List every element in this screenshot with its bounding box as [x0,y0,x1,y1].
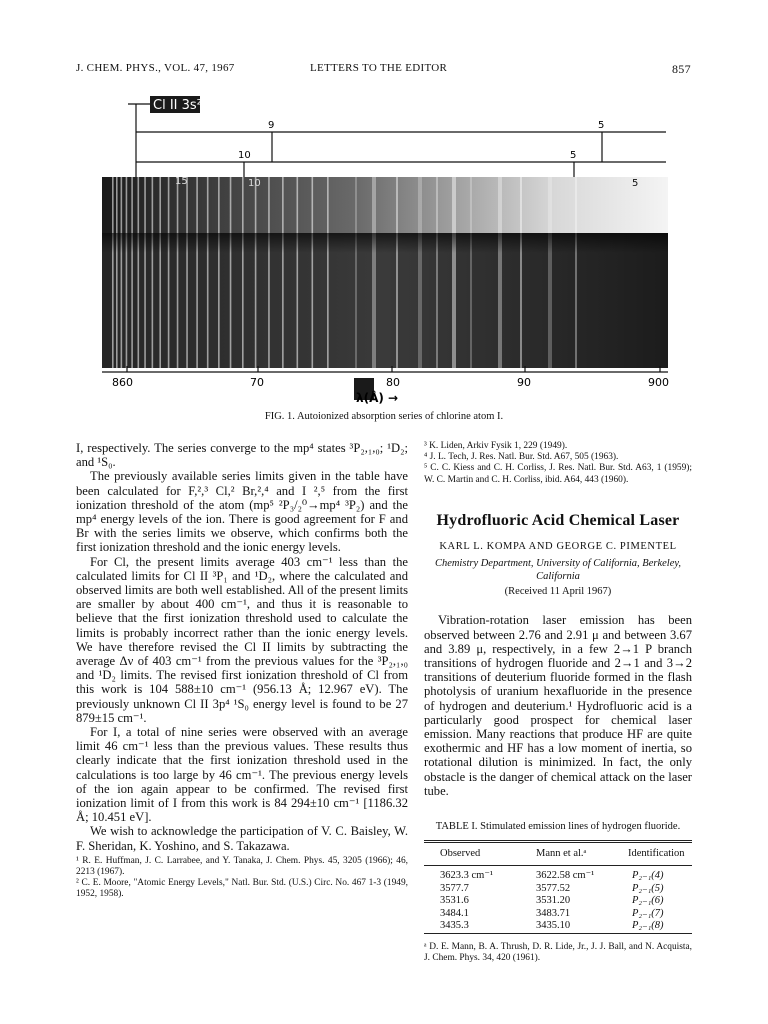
series-label: 5 [598,120,605,131]
absorption-line [327,177,329,368]
received-date: (Received 11 April 1967) [504,586,612,598]
figure-caption: FIG. 1. Autoionized absorption series of chlorine atom I. [264,411,504,422]
absorption-line [144,177,146,368]
emission-lines-table [424,840,692,937]
footnote: ³ K. Liden, Arkiv Fysik 1, 229 (1949). [424,441,568,451]
paragraph: For Cl, the present limits average 403 cm⁻¹ less than the calculated limits for Cl II ³P₁ and ¹D₂, where the calculated and observed limits are both well established. All of the present limits are smaller by about 400 cm⁻¹, and thus it is reasonable to believe that the first ionization threshold used to calculate the limits is probably incorrect rather than the ionic energy levels. We have therefore revised the Cl II limits by subtracting the average Δν of 403 cm⁻¹ from the previous values for the ³P₂,₁,₀ and ¹D₂ limits. The revised first ionization threshold of Cl from this work is 104 588±10 cm⁻¹ (956.13 Å; 12.967 eV). The previously unknown Cl II 3p⁴ ¹S₀ energy level is found to be 27 879±15 cm⁻¹. [76,554,408,725]
absorption-line [372,177,376,368]
absorption-line [116,177,118,368]
absorption-line [177,177,179,368]
absorption-line [436,177,438,368]
series-label: 5 [570,150,577,161]
table-caption: TABLE I. Stimulated emission lines of hydrogen fluoride. [435,821,681,833]
table-row: 3623.3 cm⁻¹ 3622.58 cm⁻¹ P₂₋₁(4) [440,870,664,882]
series-label: 9 [268,120,275,131]
spectrum-figure [0,0,768,410]
series-label: 10 [238,150,251,161]
absorption-line [152,177,154,368]
table-row: 3531.6 3531.20 P₂₋₁(6) [440,895,664,907]
axis-tick-label: 900 [648,376,669,389]
absorption-line [186,177,188,368]
table-header: Observed [440,848,481,860]
footnote: ¹ R. E. Huffman, J. C. Larrabee, and Y. Tanaka, J. Chem. Phys. 45, 3205 (1966); 46, 2213 (1967). [76,855,408,877]
absorption-line [196,177,198,368]
article-authors: KARL L. KOMPA AND GEORGE C. PIMENTEL [439,541,677,553]
paragraph: The previously available series limits given in the table have been calculated for F,²,³ Cl,² Br,²,⁴ and I ²,⁵ from the first ionization threshold of the atom (mp⁵ ²P₃/₂⁰→mp⁴ ³P₂) and the mp⁴ energy levels of the ion. There is good agreement for F and Br with the series limits we observe, which confirms both the first ionization threshold and the ionic energy levels. [76,469,408,555]
absorption-line [131,177,133,368]
absorption-line [520,177,522,368]
running-header-section: LETTERS TO THE EDITOR [310,62,448,74]
axis-tick-label: 70 [250,376,264,389]
page-number: 857 [672,62,691,76]
axis-tick-label: 860 [112,376,133,389]
absorption-line [396,177,398,368]
absorption-line [218,177,220,368]
series-label: 10 [248,178,261,189]
absorption-line [312,177,314,368]
table-row: 3484.1 3483.71 P₂₋₁(7) [440,907,664,919]
absorption-line [418,177,422,368]
acknowledgement: We wish to acknowledge the participation of V. C. Baisley, W. F. Sheridan, K. Yoshino, and S. Takazawa. [76,824,408,853]
absorption-line [268,177,270,368]
axis-tick-label: 90 [517,376,531,389]
series-label: 5 [632,178,639,189]
series-label: 15 [175,176,188,187]
absorption-line [242,177,244,368]
absorption-line [297,177,299,368]
absorption-line [255,177,257,368]
absorption-line [112,177,114,368]
left-column [76,441,408,900]
state-label: Cl II 3s²3p⁴ ¹D₂ [153,98,249,113]
axis-tick-label: 80 [386,376,400,389]
absorption-line [126,177,128,368]
absorption-line [168,177,170,368]
absorption-line [470,177,472,368]
absorption-line [138,177,140,368]
paragraph: For I, a total of nine series were observed with an average limit 46 cm⁻¹ less than the previous values. These results thus clearly indicate that the first ionization threshold used in the calculations is too large by 46 cm⁻¹. The previous energy levels of the ion again appear to be confirmed. The revised first ionization limit of I from this work is 84 294±10 cm⁻¹ [1186.32 Å; 10.451 eV]. [76,725,408,825]
footnote: ⁵ C. C. Kiess and C. H. Corliss, J. Res. Natl. Bur. Std. A63, 1 (1959); W. C. Martin and C. H. Corliss, ibid. A64, 443 (1960). [424,463,692,485]
table-footnote: ᵃ D. E. Mann, B. A. Thrush, D. R. Lide, Jr., J. J. Ball, and N. Acquista, J. Chem. Phys. 34, 420 (1961). [424,941,692,963]
absorption-line [548,177,552,368]
table-header: Mann et al.ᵃ [536,848,587,860]
table-header: Identification [628,848,685,860]
absorption-line [498,177,502,368]
right-column [424,441,692,964]
absorption-line [207,177,209,368]
absorption-line [355,177,357,368]
paragraph: I, respectively. The series converge to the mp⁴ states ³P₂,₁,₀; ¹D₂; and ¹S₀. [76,441,408,470]
axis-label: λ(Å) → [356,391,399,405]
table-row: 3435.3 3435.10 P₂₋₁(8) [440,920,664,932]
article-affiliation: Chemistry Department, University of California, Berkeley, California [434,558,682,583]
absorption-line [575,177,577,368]
absorption-line [452,177,456,368]
footnote: ⁴ J. L. Tech, J. Res. Natl. Bur. Std. A67, 505 (1963). [424,452,619,463]
absorption-line [230,177,232,368]
running-header-journal: J. CHEM. PHYS., VOL. 47, 1967 [76,62,235,74]
footnote: ² C. E. Moore, "Atomic Energy Levels," Natl. Bur. Std. (U.S.) Circ. No. 467 1-3 (1949, 1952, 1958). [76,877,408,899]
article-title: Hydrofluoric Acid Chemical Laser [436,511,680,529]
article-body: Vibration-rotation laser emission has been observed between 2.76 and 2.91 μ and between 3.67 and 3.89 μ, respectively, in a few 2→1 P branch transitions of hydrogen fluoride and 2→1 and 3→2 transitions of deuterium fluoride formed in the flash photolysis of uranium hexafluoride in the presence of hydrogen and deuterium.¹ Hydrofluoric acid is a particularly good prospect for chemical laser emission. Many reactions that produce HF are quite exothermic and HF has a low moment of inertia, so rotational dilution is minimized. In fact, the only obstacle is the danger of chemical attack on the laser tube. [424,613,692,798]
absorption-line [121,177,123,368]
absorption-line [282,177,284,368]
table-row: 3577.7 3577.52 P₂₋₁(5) [440,882,664,894]
absorption-line [159,177,161,368]
